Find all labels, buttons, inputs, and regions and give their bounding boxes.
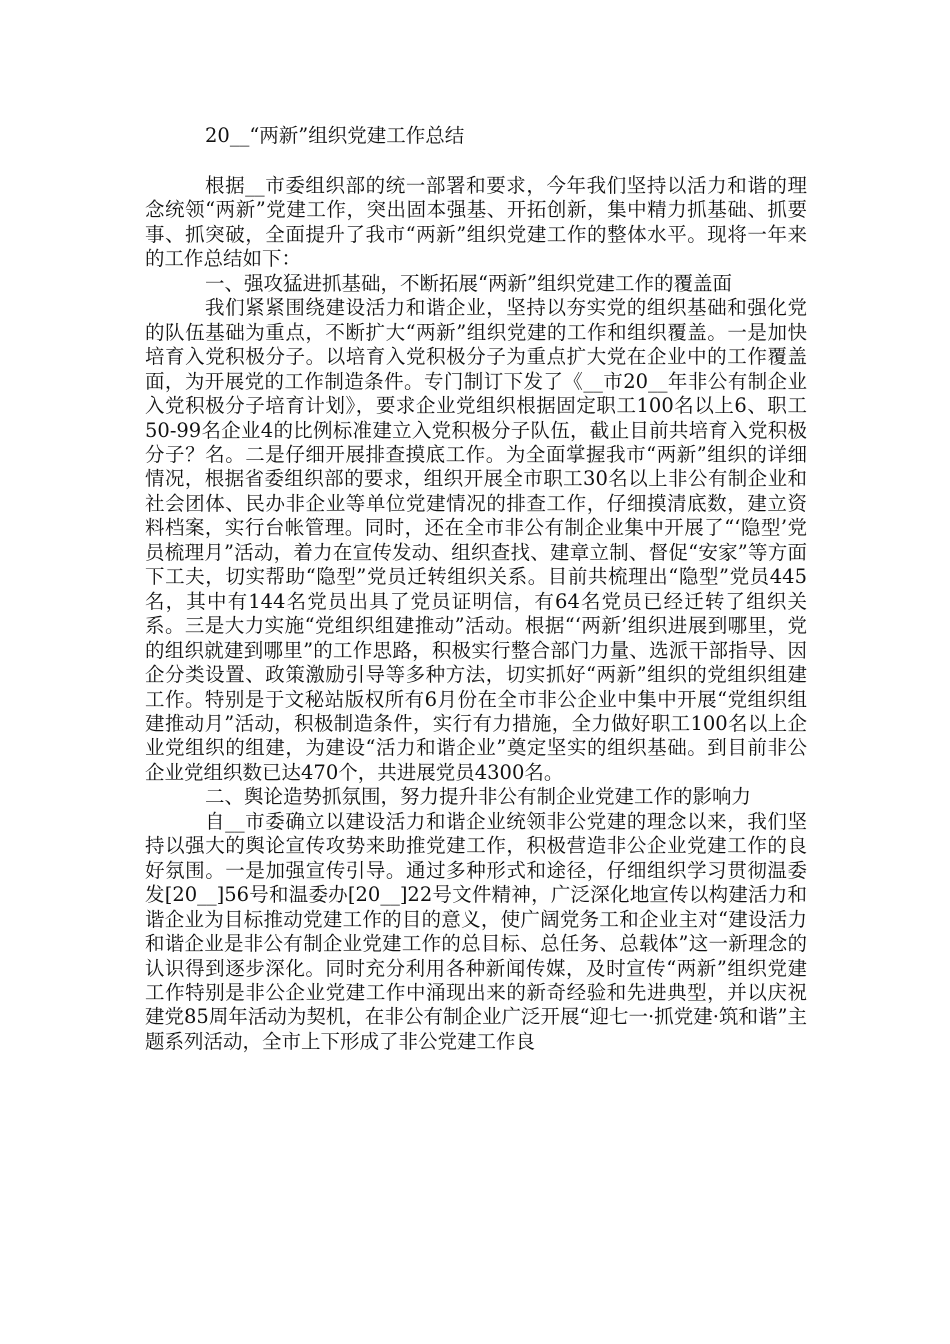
intro-paragraph: 根据__市委组织部的统一部署和要求，今年我们坚持以活力和谐的理念统领“两新”党建工作，突出固本强基、开拓创新，集中精力抓基础、抓要事、抓突破，全面提升了我市“两新”组织党建工作的整体水平。现将一年来的工作总结如下： xyxy=(145,174,807,271)
document-title: 20__“两新”组织党建工作总结 xyxy=(205,124,465,147)
section-heading-2: 二、舆论造势抓氛围，努力提升非公有制企业党建工作的影响力 xyxy=(205,785,752,809)
section-1-paragraph: 我们紧紧围绕建设活力和谐企业，坚持以夯实党的组织基础和强化党的队伍基础为重点，不断扩大“两新”组织党建的工作和组织覆盖。一是加快培育入党积极分子。以培育入党积极分子为重点扩大党在企业中的工作覆盖面，为开展党的工作制造条件。专门制订下发了《__市20__年非公有制企业入党积极分子培育计划》，要求企业党组织根据固定职工100名以上6、职工50-99名企业4的比例标准建立入党积极分子队伍，截止目前共培育入党积极分子？名。二是仔细开展排查摸底工作。为全面掌握我市“两新”组织的详细情况，根据省委组织部的要求，组织开展全市职工30名以上非公有制企业和社会团体、民办非企业等单位党建情况的排查工作，仔细摸清底数，建立资料档案，实行台帐管理。同时，还在全市非公有制企业集中开展了“‘隐型’党员梳理月”活动，着力在宣传发动、组织查找、建章立制、督促“安家”等方面下工夫，切实帮助“隐型”党员迁转组织关系。目前共梳理出“隐型”党员445名，其中有144名党员出具了党员证明信，有64名党员已经迁转了组织关系。三是大力实施“党组织组建推动”活动。根据“‘两新’组织进展到哪里，党的组织就建到哪里”的工作思路，积极实行整合部门力量、选派干部指导、因企分类设置、政策激励引导等多种方法，切实抓好“两新”组织的党组织组建工作。特别是于文秘站版权所有6月份在全市非公企业中集中开展“党组织组建推动月”活动，积极制造条件，实行有力措施，全力做好职工100名以上企业党组织的组建，为建设“活力和谐企业”奠定坚实的组织基础。到目前非公企业党组织数已达470个，共进展党员4300名。 xyxy=(145,296,807,784)
document-body xyxy=(145,174,807,1054)
section-2-paragraph: 自__市委确立以建设活力和谐企业统领非公党建的理念以来，我们坚持以强大的舆论宣传攻势来助推党建工作，积极营造非公企业党建工作的良好氛围。一是加强宣传引导。通过多种形式和途径，仔细组织学习贯彻温委发[20__]56号和温委办[20__]22号文件精神，广泛深化地宣传以构建活力和谐企业为目标推动党建工作的目的意义，使广阔党务工和企业主对“建设活力和谐企业是非公有制企业党建工作的总目标、总任务、总载体”这一新理念的认识得到逐步深化。同时充分利用各种新闻传媒，及时宣传“两新”组织党建工作特别是非公企业党建工作中涌现出来的新奇经验和先进典型，并以庆祝建党85周年活动为契机，在非公有制企业广泛开展“迎七一·抓党建·筑和谐”主题系列活动，全市上下形成了非公党建工作良 xyxy=(145,809,807,1053)
section-heading-1: 一、强攻猛进抓基础，不断拓展“两新”组织党建工作的覆盖面 xyxy=(205,271,732,295)
